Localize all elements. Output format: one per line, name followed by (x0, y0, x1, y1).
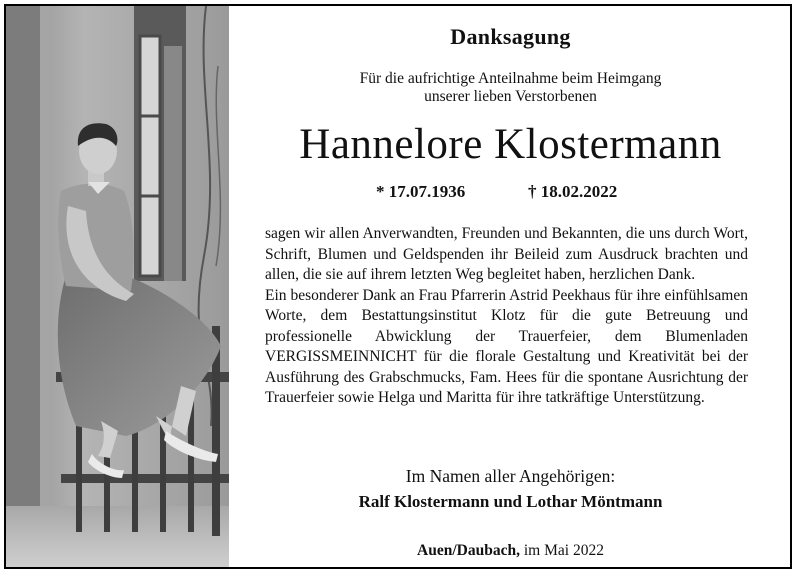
notice-text (231, 6, 790, 567)
place-and-date (231, 542, 790, 560)
deceased-name: Hannelore Klostermann (299, 121, 722, 168)
body-paragraph-2: Ein besonderer Dank an Frau Pfarrerin Astrid Peekhaus für ihre einfühlsamen Worte, dem Bestattungsinstitut Klotz für die gute Betreuung und professionelle Abwicklung der Trauerfeier, dem Blumenladen VERGISSMEINNICHT für die florale Gestaltung und Kreativität bei der Ausführung des Grabschmucks, Fam. Hees für die spontane Ausrichtung der Trauerfeier sowie Helga und Maritta für ihre tatkräftige Unterstützung. (265, 286, 748, 406)
portrait-photo (6, 6, 229, 567)
body-text (265, 224, 748, 409)
intro-text (231, 70, 790, 106)
place-location: Auen/Daubach, (417, 542, 520, 559)
signers: Ralf Klostermann und Lothar Möntmann (358, 492, 663, 511)
notice-heading: Danksagung (450, 24, 571, 49)
place-date: im Mai 2022 (523, 542, 604, 559)
intro-line-1: Für die aufrichtige Anteilnahme beim Heimgang (359, 70, 662, 87)
obituary-notice (4, 4, 792, 569)
body-paragraph-1: sagen wir allen Anverwandten, Freunden und Bekannten, die uns durch Wort, Schrift, Blumen und Geldspenden ihr Beileid zum Ausdruck brachten und allen, die sie auf ihrem letzten Weg begleitet haben, herzlichen Dank. (265, 225, 748, 283)
birth-date: * 17.07.1936 (376, 182, 466, 201)
signoff-line: Im Namen aller Angehörigen: (405, 466, 616, 486)
intro-line-2: unserer lieben Verstorbenen (424, 88, 597, 105)
death-date: † 18.02.2022 (528, 182, 618, 201)
